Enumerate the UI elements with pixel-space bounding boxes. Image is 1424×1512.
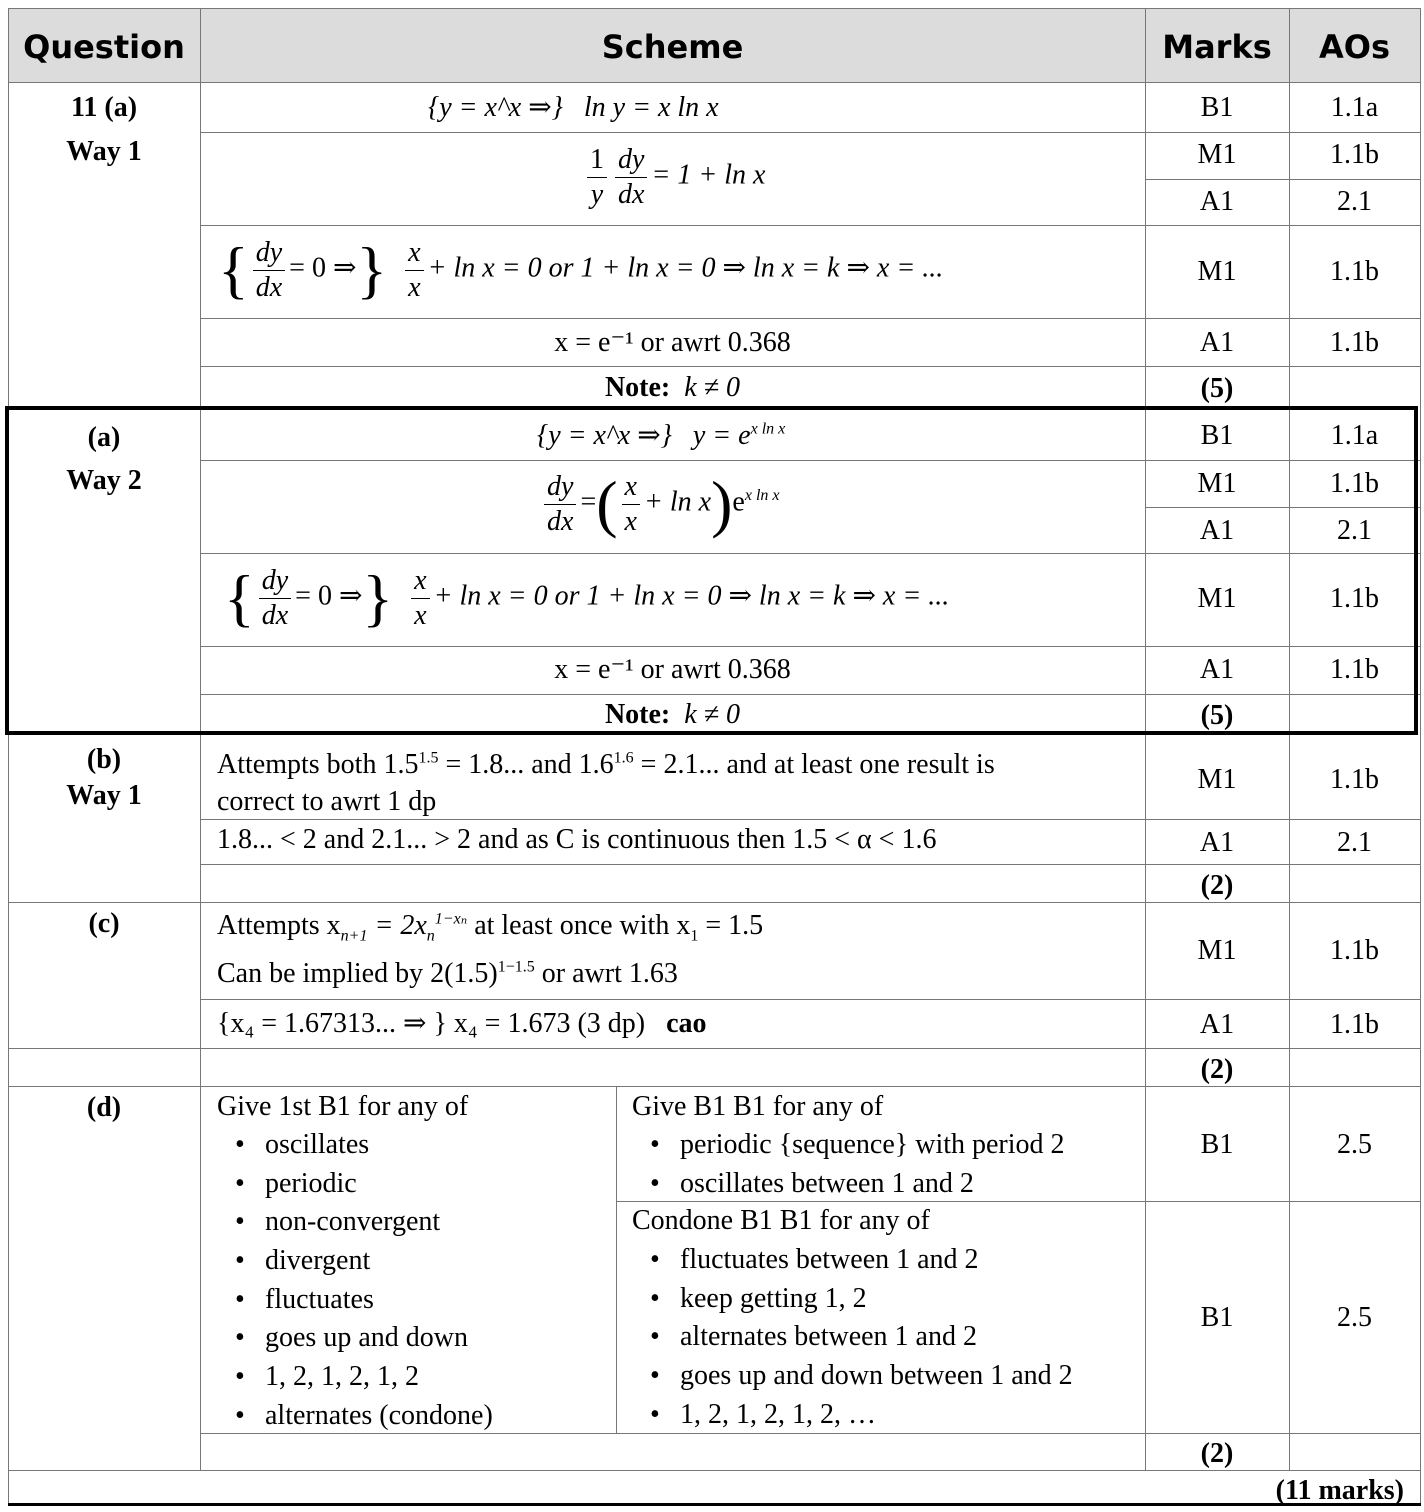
scheme-line: { $\frac{dy}{dx}$ = 0 ⇒} $\frac{x}{x}$ + ln x = 0 or 1 + ln x = 0 ⇒ ln x = k ⇒ x = ... (218, 234, 944, 306)
list-item: • fluctuates (217, 1286, 493, 1325)
list-item: • goes up and down between 1 and 2 (632, 1362, 1073, 1401)
ao: 1.1b (1330, 654, 1379, 685)
scheme-line: $\frac{1}{y}$ $\frac{dy}{dx}$ = 1 + ln x (583, 143, 765, 211)
list-item: • oscillates between 1 and 2 (632, 1170, 1065, 1209)
right-bottom-list (632, 1246, 1073, 1439)
mark: A1 (1199, 827, 1235, 858)
scheme-line: Attempts $x_{n+1} = 2x_n^{1-x_n}$ at least once with $x_1 = 1.5$ (217, 910, 764, 945)
scheme-line: {y = x^x ⇒} ln y = x ln x (428, 92, 719, 123)
list-item: • periodic (217, 1170, 493, 1209)
list-item: • goes up and down (217, 1324, 493, 1363)
mark: A1 (1199, 327, 1235, 358)
mark-total: (2) (1200, 1054, 1234, 1085)
scheme-line: { $\frac{dy}{dx}$ = 0 ⇒} $\frac{x}{x}$ + ln x = 0 or 1 + ln x = 0 ⇒ ln x = k ⇒ x = ... (224, 562, 950, 634)
scheme-line: x = e⁻¹ or awrt 0.368 (554, 327, 791, 358)
ao: 2.1 (1337, 515, 1372, 546)
mark: B1 (1200, 420, 1234, 451)
question-label: 11 (a) (70, 92, 138, 123)
mark: M1 (1197, 468, 1237, 499)
note-line: Note: k ≠ 0 (604, 372, 741, 403)
list-item: • 1, 2, 1, 2, 1, 2, … (632, 1401, 1073, 1440)
ao: 1.1b (1330, 327, 1379, 358)
question-label: (c) (88, 908, 120, 939)
ao: 2.5 (1337, 1129, 1372, 1160)
ao: 1.1a (1330, 420, 1379, 451)
header-aos: AOs (1318, 28, 1390, 66)
mark: B1 (1200, 1302, 1234, 1333)
way-label: Way 1 (66, 780, 142, 811)
scheme-line: {x₄ = 1.67313... ⇒ } x₄ = 1.673 (3 dp) cao (217, 1008, 707, 1039)
header-marks: Marks (1162, 28, 1272, 66)
mark: A1 (1199, 515, 1235, 546)
right-top-heading: Give B1 B1 for any of (632, 1091, 884, 1122)
ao: 1.1b (1330, 139, 1379, 170)
mark-total: (5) (1200, 373, 1234, 404)
mark: A1 (1199, 186, 1235, 217)
scheme-line: 1.8... < 2 and 2.1... > 2 and as C is continuous then 1.5 < α < 1.6 (217, 824, 937, 855)
right-top-list (632, 1131, 1065, 1208)
mark: B1 (1200, 92, 1234, 123)
list-item: • divergent (217, 1247, 493, 1286)
mark: B1 (1200, 1129, 1234, 1160)
list-item: • keep getting 1, 2 (632, 1285, 1073, 1324)
question-label: (a) (87, 422, 121, 453)
right-bottom-heading: Condone B1 B1 for any of (632, 1205, 930, 1236)
ao: 1.1b (1330, 256, 1379, 287)
scheme-line: {y = x^x ⇒} $y = e^{x ln x}$ (537, 420, 786, 451)
ao: 1.1b (1330, 1009, 1379, 1040)
ao: 1.1b (1330, 583, 1379, 614)
ao: 2.1 (1337, 827, 1372, 858)
note-line: Note: k ≠ 0 (604, 699, 741, 730)
mark: M1 (1197, 139, 1237, 170)
mark: M1 (1197, 764, 1237, 795)
question-label: (b) (86, 744, 122, 775)
mark-total: (2) (1200, 870, 1234, 901)
mark: M1 (1197, 583, 1237, 614)
mark: A1 (1199, 654, 1235, 685)
ao: 1.1b (1330, 935, 1379, 966)
list-item: • alternates between 1 and 2 (632, 1323, 1073, 1362)
mark-total: (5) (1200, 700, 1234, 731)
scheme-line: x = e⁻¹ or awrt 0.368 (554, 654, 791, 685)
ao: 1.1b (1330, 764, 1379, 795)
mark: A1 (1199, 1009, 1235, 1040)
ao: 2.5 (1337, 1302, 1372, 1333)
ao: 1.1b (1330, 468, 1379, 499)
scheme-line: Attempts both $1.5^{1.5} = 1.8$... and $1.6^{1.6} = 2.1$... and at least one result is (217, 749, 995, 780)
list-item: • fluctuates between 1 and 2 (632, 1246, 1073, 1285)
mark: M1 (1197, 256, 1237, 287)
way-label: Way 1 (66, 136, 142, 167)
mark-total: (2) (1200, 1438, 1234, 1469)
way-label: Way 2 (66, 465, 142, 496)
list-item: • oscillates (217, 1131, 493, 1170)
header-scheme: Scheme (601, 28, 744, 66)
list-item: • non-convergent (217, 1208, 493, 1247)
left-list (217, 1131, 493, 1441)
scheme-line: Can be implied by $2(1.5)^{1-1.5}$ or awrt 1.63 (217, 958, 678, 989)
left-heading: Give 1st B1 for any of (217, 1091, 469, 1122)
ao: 2.1 (1337, 186, 1372, 217)
list-item: • periodic {sequence} with period 2 (632, 1131, 1065, 1170)
total-marks: (11 marks) (1275, 1475, 1404, 1506)
header-question: Question (23, 28, 185, 66)
scheme-line: $\frac{dy}{dx}$ =( $\frac{x}{x}$ + $\ln x)e^{x ln x}$ (540, 470, 780, 538)
ao: 1.1a (1330, 92, 1379, 123)
list-item: • 1, 2, 1, 2, 1, 2 (217, 1363, 493, 1402)
scheme-line: correct to awrt 1 dp (217, 786, 437, 817)
question-label: (d) (86, 1092, 122, 1123)
mark: M1 (1197, 935, 1237, 966)
list-item: • alternates (condone) (217, 1402, 493, 1441)
